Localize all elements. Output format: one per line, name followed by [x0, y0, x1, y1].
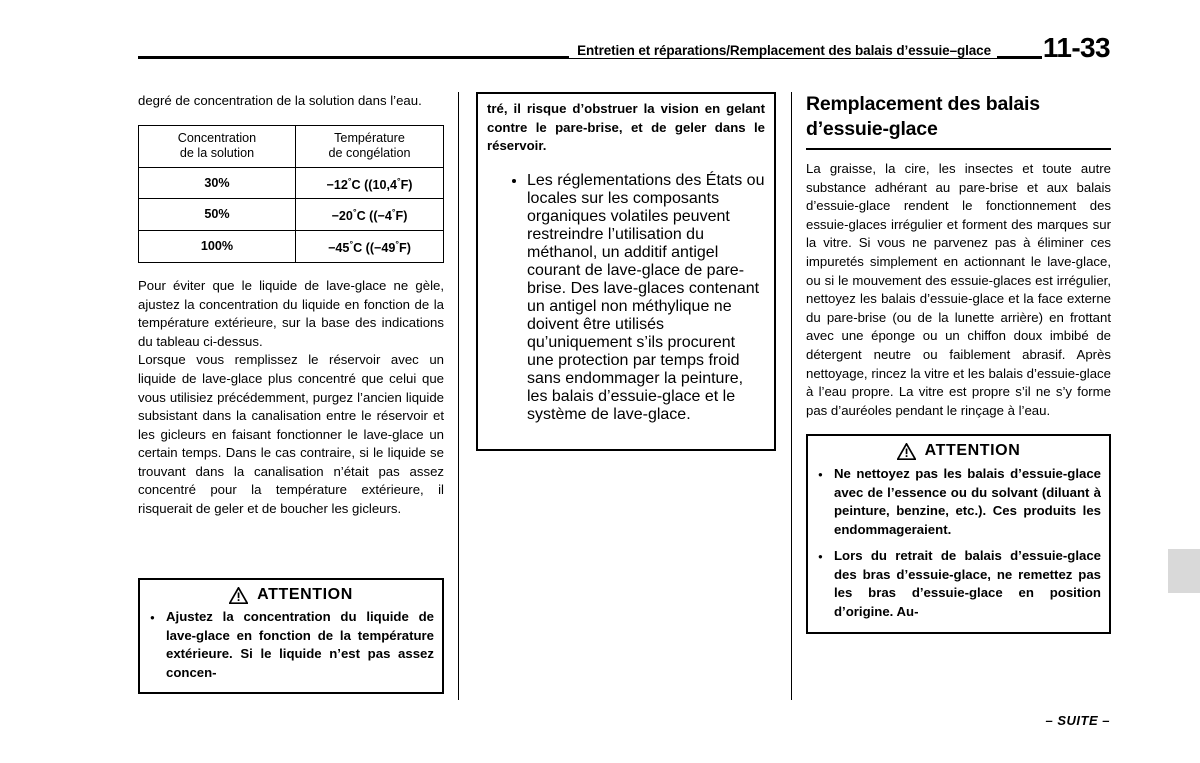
cell-concentration: 100%: [139, 231, 296, 263]
cell-concentration: 30%: [139, 167, 296, 199]
caution-box-continued: [476, 92, 776, 451]
column-1: [138, 92, 444, 519]
caution-title: [148, 586, 434, 604]
concentration-table: [138, 125, 444, 263]
section-heading-line2: d’essuie-glace: [806, 118, 938, 140]
col1-para-2: Lorsque vous remplissez le réservoir avec un liquide de lave-glace plus concentré que celui que vous utilisiez précédemment, purgez l’ancien liquide subsistant dans la canalisation entre le réservoir et les gicleurs en faisant fonctionner le lave-glace un certain temps. Dans le cas contraire, si le liquide se trouvant dans la canalisation n’était pas assez concentré pour la température extérieure, il risquerait de geler et de boucher les gicleurs.: [138, 352, 444, 517]
caution-list: [816, 465, 1101, 622]
table-header-temperature-line1: Température: [334, 130, 405, 145]
caution-title: [816, 442, 1101, 461]
table-header-concentration-line2: de la solution: [179, 145, 255, 160]
caution-continued-lead: tré, il risque d’obstruer la vision en gelant contre le pare-brise, et de geler dans le réservoir.: [487, 101, 765, 154]
cell-temp-f: (10,4: [368, 177, 397, 192]
cell-temperature: −45°C ((−49°F): [296, 231, 444, 263]
table-header-row: [139, 125, 444, 167]
warning-triangle-icon: [897, 443, 916, 460]
cell-temperature: −20°C ((−4°F): [296, 199, 444, 231]
col1-para-1: Pour éviter que le liquide de lave-glace ne gèle, ajustez la concentration du liquide en fonction de la température extérieure, sur la base des indications du tableau ci-dessus.: [138, 277, 444, 349]
section-heading-line1: Remplacement des balais: [806, 93, 1040, 115]
section-heading-rule: [806, 148, 1111, 150]
table-row: [139, 231, 444, 263]
caution-list: [148, 608, 434, 682]
caution-item: ● Lors du retrait de balais d’essuie-glace des bras d’essuie-glace, ne remettez pas les bras d’essuie-glace en position d’origine. Au-: [834, 547, 1101, 621]
page-number: 11-33: [1042, 32, 1110, 63]
caution-label: ATTENTION: [257, 586, 353, 603]
column-3: [806, 92, 1111, 634]
page-header: [138, 32, 1110, 74]
chapter-tab-marker: [1168, 549, 1200, 593]
cell-temp-c: −45: [328, 241, 350, 256]
cell-temp-f: (−49: [369, 241, 396, 256]
table-header-concentration: [139, 125, 296, 167]
table-header-concentration-line1: Concentration: [177, 130, 257, 145]
caution-box-wiper-blades: [806, 434, 1111, 633]
col3-body: La graisse, la cire, les insectes et toute autre substance adhérant au pare-brise et aux balais d’essuie-glace rendent le fonctionnement des essuie-glaces irrégulier et forment des marques sur la vitre. Si vous ne parvenez pas à éliminer ces impuretés simplement en actionnant le lave-glace, ou si le mouvement des essuie-glaces est irrégulier, nettoyez les balais d’essuie-glace et la face externe du pare-brise (ou de la lunette arrière) en frottant avec une éponge ou un chiffon doux imbibé de détergent neutre ou faiblement abrasif. Après nettoyage, rincez la vitre et les balais d’essuie-glace à l’eau propre. La vitre est propre s’il ne s’y forme pas d’auréoles pendant le rinçage à l’eau.: [806, 161, 1111, 418]
cell-temp-c: −12: [326, 177, 348, 192]
warning-triangle-icon: [229, 587, 248, 604]
cell-concentration: 50%: [139, 199, 296, 231]
cell-temp-c: −20: [331, 209, 353, 224]
caution-item: ● Ajustez la concentration du liquide de lave-glace en fonction de la température extérieure. Si le liquide n’est pas assez concen-: [166, 608, 434, 682]
column-divider-1: [458, 92, 459, 700]
table-header-temperature-line2: de congélation: [328, 145, 411, 160]
caution-list-continued: [487, 172, 765, 424]
caution-item: • Les réglementations des États ou locales sur les composants organiques volatiles peuvent restreindre l’utilisation du méthanol, un additif antigel courant de lave-glace de pare-brise. Des lave-glaces contenant un antigel non méthylique ne doivent être utilisés qu’uniquement s’ils procurent une protection par temps froid sans endommager la peinture, les balais d’essuie-glace et le système de lave-glace.: [527, 172, 765, 424]
header-title: Entretien et réparations/Remplacement des balais d’essuie–glace: [569, 43, 997, 58]
cell-temperature: −12°C ((10,4°F): [296, 167, 444, 199]
table-row: [139, 199, 444, 231]
continued-label: – SUITE –: [1045, 713, 1110, 728]
section-heading: [806, 92, 1111, 142]
col1-intro: degré de concentration de la solution dans l’eau.: [138, 93, 422, 108]
cell-temp-f: (−4: [373, 209, 392, 224]
table-header-temperature: [296, 125, 444, 167]
caution-item: ● Ne nettoyez pas les balais d’essuie-glace avec de l’essence ou du solvant (diluant à peinture, benzine, etc.). Ces produits les endommageraient.: [834, 465, 1101, 539]
caution-box-washer-fluid: [138, 578, 444, 694]
caution-label: ATTENTION: [924, 442, 1021, 460]
table-row: [139, 167, 444, 199]
column-divider-2: [791, 92, 792, 700]
